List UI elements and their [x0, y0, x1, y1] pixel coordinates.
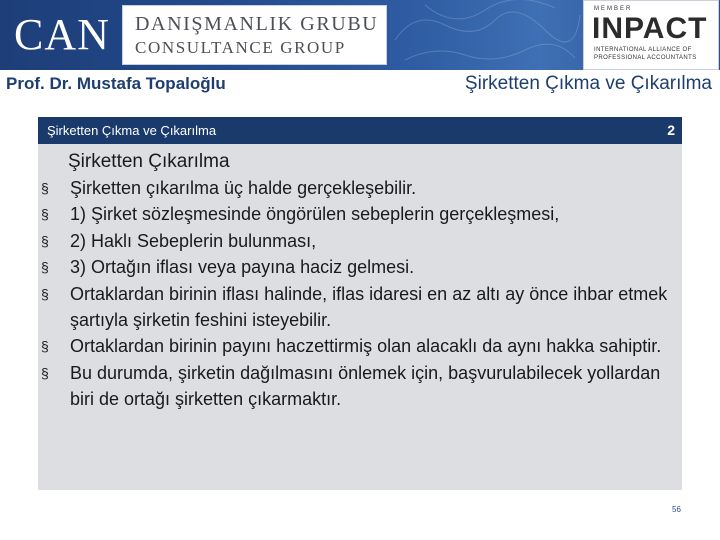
- bullet-text: 2) Haklı Sebeplerin bulunması,: [70, 230, 317, 251]
- inpact-subtitle-line1: INTERNATIONAL ALLIANCE OF: [594, 47, 692, 53]
- header-title: Şirketten Çıkma ve Çıkarılma: [464, 73, 712, 94]
- content-panel: [38, 144, 682, 490]
- slide-title-bar-text: Şirketten Çıkma ve Çıkarılma: [47, 123, 217, 138]
- square-bullet-icon: §: [41, 180, 49, 196]
- inpact-logo: [583, 0, 719, 70]
- author-name: Prof. Dr. Mustafa Topaloğlu: [6, 74, 226, 93]
- bullet-list: [38, 175, 682, 413]
- square-bullet-icon: §: [41, 232, 49, 249]
- content-heading: Şirketten Çıkarılma: [68, 151, 230, 172]
- bullet-text: Ortaklardan birinin iflası halinde, iflas idaresi en az altı ay önce ihbar etmek şartıyla şirketin feshini isteyebilir.: [70, 283, 668, 331]
- list-item: [38, 254, 682, 280]
- square-bullet-icon: §: [41, 364, 49, 381]
- list-item: [38, 333, 682, 359]
- list-item: [38, 228, 682, 254]
- square-bullet-icon: §: [41, 338, 49, 355]
- page-number: 56: [672, 505, 681, 514]
- danismanlik-logo: [122, 5, 387, 65]
- list-item: [38, 281, 682, 334]
- danismanlik-logo-line2: CONSULTANCE GROUP: [135, 38, 346, 57]
- inpact-subtitle-line2: PROFESSIONAL ACCOUNTANTS: [594, 55, 697, 61]
- bullet-text: 3) Ortağın iflası veya payına haciz gelmesi.: [70, 257, 415, 278]
- header-banner: [0, 0, 720, 70]
- bullet-text: Şirketten çıkarılma üç halde gerçekleşebilir.: [70, 178, 417, 198]
- bullet-text: Ortaklardan birinin payını haczettirmiş olan alacaklı da aynı hakka sahiptir.: [70, 336, 662, 357]
- inpact-member-label: MEMBER: [594, 6, 633, 12]
- square-bullet-icon: §: [41, 285, 49, 302]
- world-map-texture: [385, 0, 585, 70]
- can-logo: CAN: [14, 10, 110, 59]
- bullet-text: Bu durumda, şirketin dağılmasını önlemek için, başvurulabilecek yollardan biri de ortağı şirketten çıkarmaktır.: [70, 362, 661, 410]
- slide-title-bar: [38, 117, 682, 144]
- slide-title-bar-number: 2: [667, 122, 675, 138]
- list-item: [38, 360, 682, 413]
- inpact-name: INPACT: [592, 12, 708, 45]
- list-item: [38, 175, 682, 201]
- bullet-text: 1) Şirket sözleşmesinde öngörülen sebeplerin gerçekleşmesi,: [70, 204, 560, 225]
- danismanlik-logo-line1: DANIŞMANLIK GRUBU: [135, 13, 379, 35]
- square-bullet-icon: §: [41, 259, 49, 276]
- square-bullet-icon: §: [41, 206, 49, 223]
- list-item: [38, 201, 682, 227]
